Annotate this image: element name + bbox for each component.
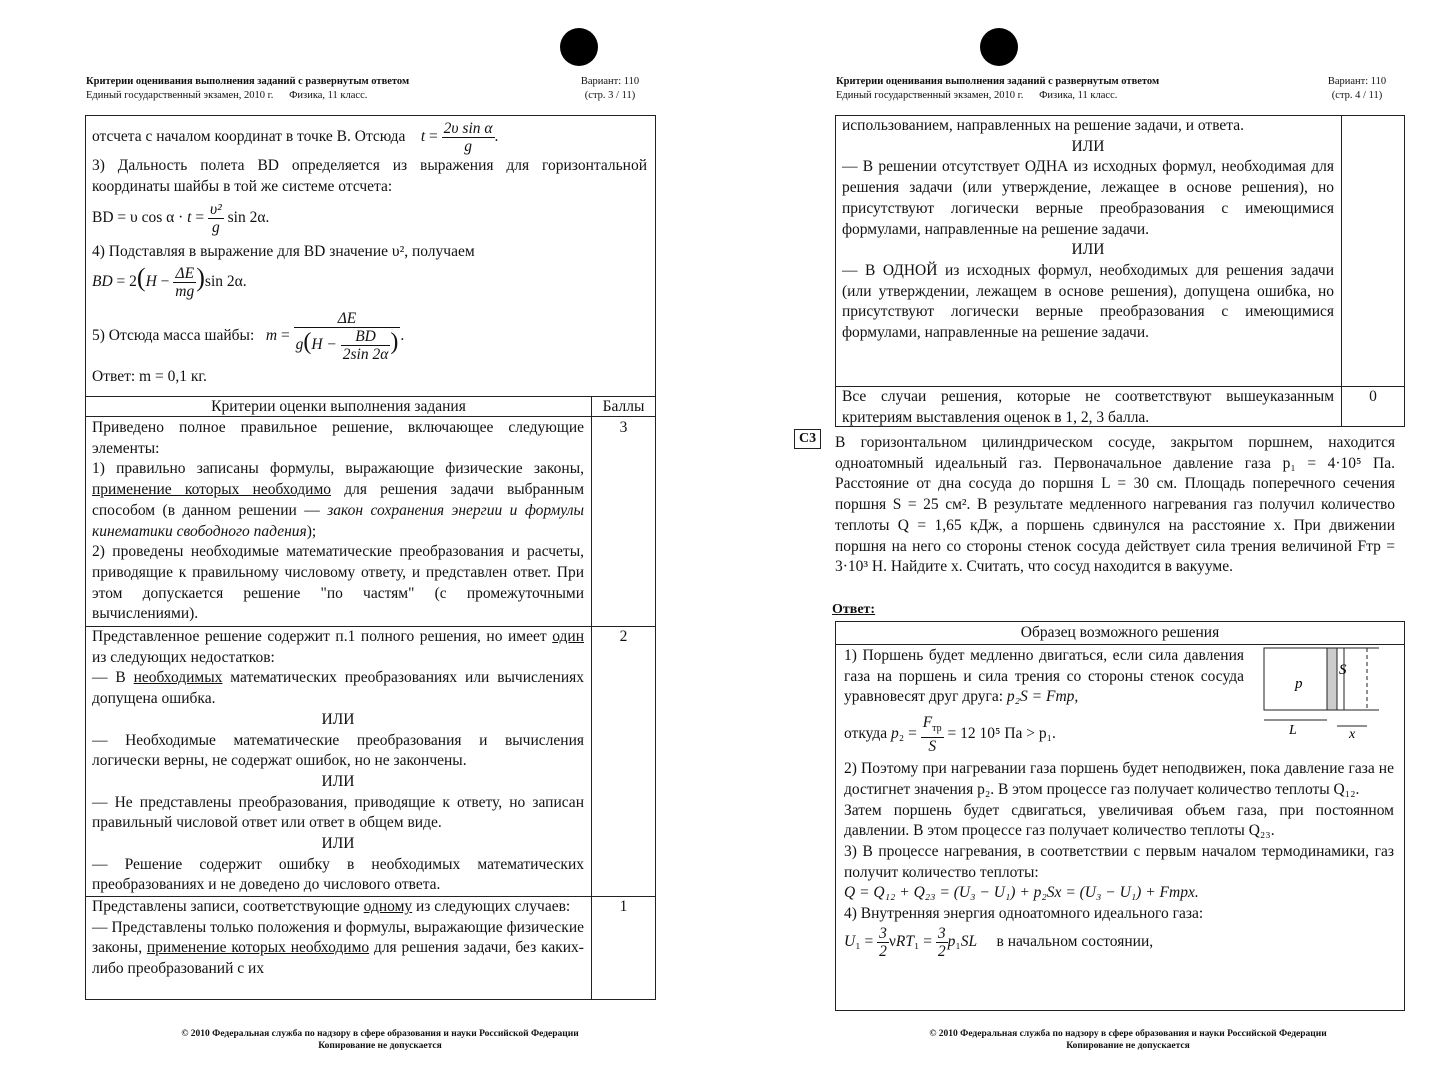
score-1: 1 [619,898,628,915]
task-label: C3 [794,429,821,449]
score-3: 3 [619,419,628,436]
score-2: 2 [619,628,628,645]
sample-title: Образец возможного решения [1020,624,1220,641]
label-x: x [1349,727,1356,740]
criterion-0: Все случаи решения, которые не соответствуют вышеуказанным критериям выставления оценок в 1, 2, 3 балла. [842,388,1334,426]
punch-hole [980,28,1018,66]
page-variant: Вариант: 110 (стр. 4 / 11) [1327,76,1387,101]
step-5: 5) Отсюда масса шайбы: [92,327,255,345]
step-3: 3) Дальность полета BD определяется из выражения для горизонтальной координаты шайбы в той же системе отсчета: [92,157,647,195]
header-title: Критерии оценивания выполнения заданий с развернутым ответом [86,76,410,87]
page-header: Критерии оценивания выполнения заданий с развернутым ответом Единый государственный экзамен, 2010 г. Физика, 11 класс. [836,76,1160,101]
header-subject: Физика, 11 класс. [289,90,368,101]
page-header [86,75,486,103]
header-exam: Единый государственный экзамен, 2010 г. [86,90,274,101]
task-text: В горизонтальном цилиндрическом сосуде, закрытом поршнем, находится одноатомный идеальный газ. Первоначальное давление газа p₁ = 4·10⁵ Па. Расстояние от дна сосуда до поршня L = 30 см. Площадь поперечного сечения поршня S = 25 см². В результате медленного нагревания газ получил количество теплоты Q = 1,65 кДж, а поршень сдвинулся на расстояние x. При движении поршня на него со стороны стенок сосуда действует сила трения величиной Fтр = 3·10³ Н. Найдите x. Считать, что сосуд находится в вакууме. [835,434,1395,576]
answer-label: Ответ: [832,602,876,617]
criterion-3: Приведено полное правильное решение, включающее следующие элементы: 1) правильно записаны формулы, выражающие физические законы, применение которых необходимо для решения задачи выбранным способом (в данном решении — закон сохранения энергии и формулы кинематики свободного падения); 2) проведены необходимые математические преобразования и расчеты, приводящие к правильному числовому ответу, и представлен ответ. При этом допускается решение "по частям" (с промежуточными вычислениями). [92,419,584,623]
page-footer: © 2010 Федеральная служба по надзору в сфере образования и науки Российской Федерации Копирование не допускается [181,1029,579,1051]
criteria-continuation: использованием, направленных на решение задачи, и ответа. ИЛИ — В решении отсутствует ОДНА из исходных формул, необходимая для решения задачи (или утверждение, лежащее в основе решения), но присутствуют логически верные преобразования с имеющимися формулами, направленные на решение задачи. ИЛИ — В ОДНОЙ из исходных формул, необходимых для решения задачи (или утверждении, лежащем в основе решения), допущена ошибка, но присутствуют логически верные преобразования с имеющимися формулами, направленные на решение задачи. Все случаи решения, которые не соответствуют вышеуказанным критериям выставления оценок в 1, 2, 3 балла. 0 [835,115,1405,427]
punch-hole [560,28,598,66]
label-l: L [1289,723,1297,738]
criterion-2: Представленное решение содержит п.1 полного решения, но имеет один из следующих недостатков: — В необходимых математических преобразованиях или вычислениях допущена ошибка. ИЛИ — Необходимые математические преобразования и вычисления логически верны, не содержат ошибок, но не закончены. ИЛИ — Не представлены преобразования, приводящие к ответу, но записан правильный числовой ответ или ответ в общем виде. ИЛИ — Решение содержит ошибку в необходимых математических преобразованиях и не доведено до числового ответа. [92,628,584,894]
page-right [728,0,1456,1066]
score-header: Баллы [602,398,645,415]
solution-frame [85,115,656,1000]
answer: Ответ: m = 0,1 кг. [92,368,207,386]
step-4: 4) Подставляя в выражение для BD значение υ², получаем [92,243,475,261]
score-0: 0 [1369,388,1377,405]
label-p: p [1295,676,1303,692]
solution-text: отсчета с началом координат в точке B. Отсюда t = $\frac{\text{2υ sin α}}{g}$ . 3) Дальность полета BD определяется из выражения для горизонтальной координаты шайбы в той же системе отсчета: BD = υ cos α · t = $\frac{\text{υ²}}{g}$ sin 2α. 4) Подставляя в выражение для BD значение υ², получаем BD = 2(H − $\frac{\Delta E}{mg}$ )sin 2α. 5) Отсюда масса шайбы: m = ΔE g(H − $\frac{BD}{2\sin 2\alpha}$ ) . Ответ: m = 0,1 кг. [92,120,647,388]
label-s: S [1339,662,1347,678]
sample-solution: Образец возможного решения 1) Поршень будет медленно двигаться, если сила давления газа на поршень и сила трения со стороны стенок сосуда уравновесят друг друга: p₂S = Fтр, p S L x откуда p₂ = $F_{тр}$ S = 12 10⁵ Па > p₁. 2) Поэтому при нагревании газа поршень будет неподвижен, пока давление газа не достигнет значения p₂. В этом процессе газ получает количество теплоты Q₁₂. Затем поршень будет сдвигаться, увеличивая объем газа, при постоянном давлении. В этом процессе газ получает количество теплоты Q₂₃. 3) В процессе нагревания, в соответствии с первым началом термодинамики, газ получит количество теплоты: Q = Q₁₂ + Q₂₃ = (U₃ − U₁) + p₂Sx = (U₃ − U₁) + Fтрx. 4) Внутренняя энергия одноатомного идеального газа: U₁ = $\frac{3}{2}$ νRT₁ = $\frac{3}{2}$ p₁SL в начальном состоянии, [835,621,1405,1011]
page-footer: © 2010 Федеральная служба по надзору в сфере образования и науки Российской Федерации Копирование не допускается [929,1029,1327,1051]
formula-bd2: BD = 2(H − $\frac{\Delta E}{mg}$ )sin 2α. [92,263,247,301]
piston [1327,648,1337,710]
page-variant: Вариант: 110 (стр. 3 / 11) [580,76,640,101]
formula-bd: BD = υ cos α · t = $\frac{\text{υ²}}{g}$ sin 2α. [92,201,270,237]
criterion-1: Представлены записи, соответствующие одному из следующих случаев: — Представлены только положения и формулы, выражающие физические законы, применение которых необходимо для решения задачи, без каких-либо преобразований с их [92,898,584,978]
criteria-header: Критерии оценки выполнения задания [211,398,466,415]
